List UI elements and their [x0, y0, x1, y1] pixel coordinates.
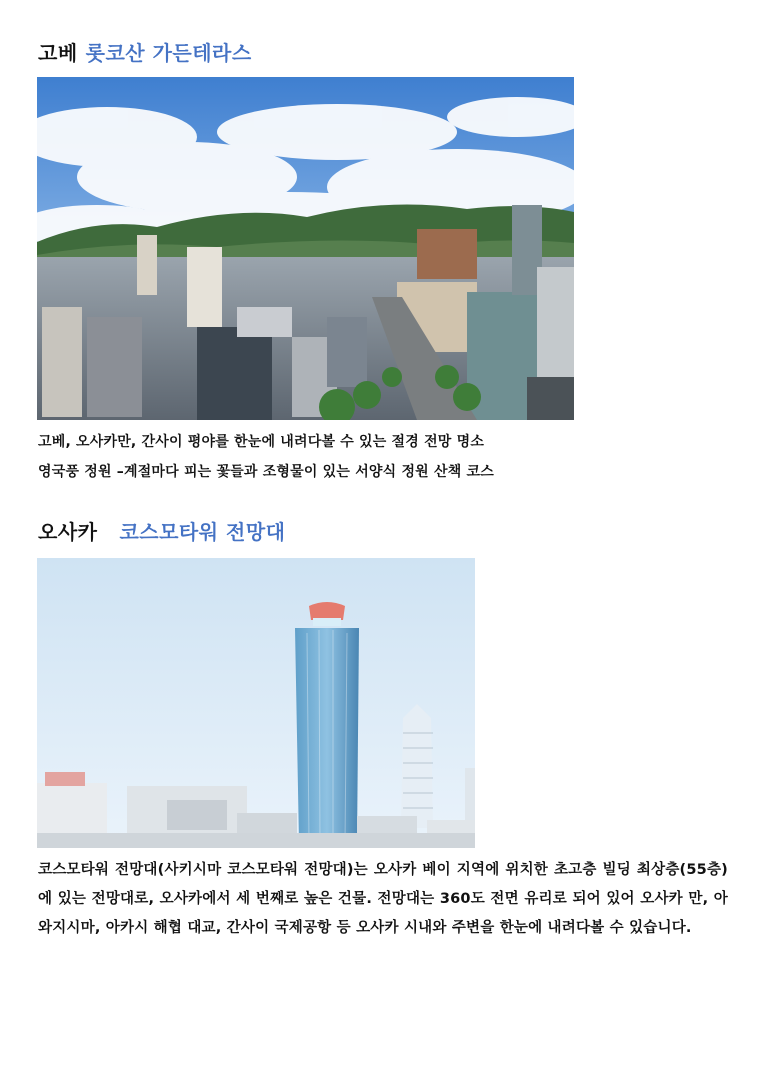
- section1-title: 롯코산 가든테라스: [85, 41, 252, 65]
- section1-caption-1: 고베, 오사카만, 간사이 평야를 한눈에 내려다볼 수 있는 절경 전망 명소: [38, 434, 485, 450]
- cosmo-tower-illustration: [37, 558, 475, 848]
- kobe-city-photo: [37, 77, 574, 420]
- section2-title: 코스모타워 전망대: [119, 520, 286, 544]
- cosmo-tower-photo: [37, 558, 475, 848]
- section1-place: 고베: [38, 41, 78, 65]
- section1-caption-2: 영국풍 정원 –계절마다 피는 꽃들과 조형물이 있는 서양식 정원 산책 코스: [38, 464, 494, 480]
- section2-heading: [38, 516, 286, 545]
- section2-place: 오사카: [38, 520, 98, 544]
- section1-heading: [38, 37, 252, 66]
- kobe-city-illustration: [37, 77, 574, 420]
- section2-description: 코스모타워 전망대(사키시마 코스모타워 전망대)는 오사카 베이 지역에 위치한 초고층 빌딩 최상층(55층)에 있는 전망대로, 오사카에서 세 번째로 높은 건물. 전망대는 360도 전면 유리로 되어 있어 오사카 만, 아와지시마, 아카시 해협 대교, 간사이 국제공항 등 오사카 시내와 주변을 한눈에 내려다볼 수 있습니다.: [38, 862, 728, 936]
